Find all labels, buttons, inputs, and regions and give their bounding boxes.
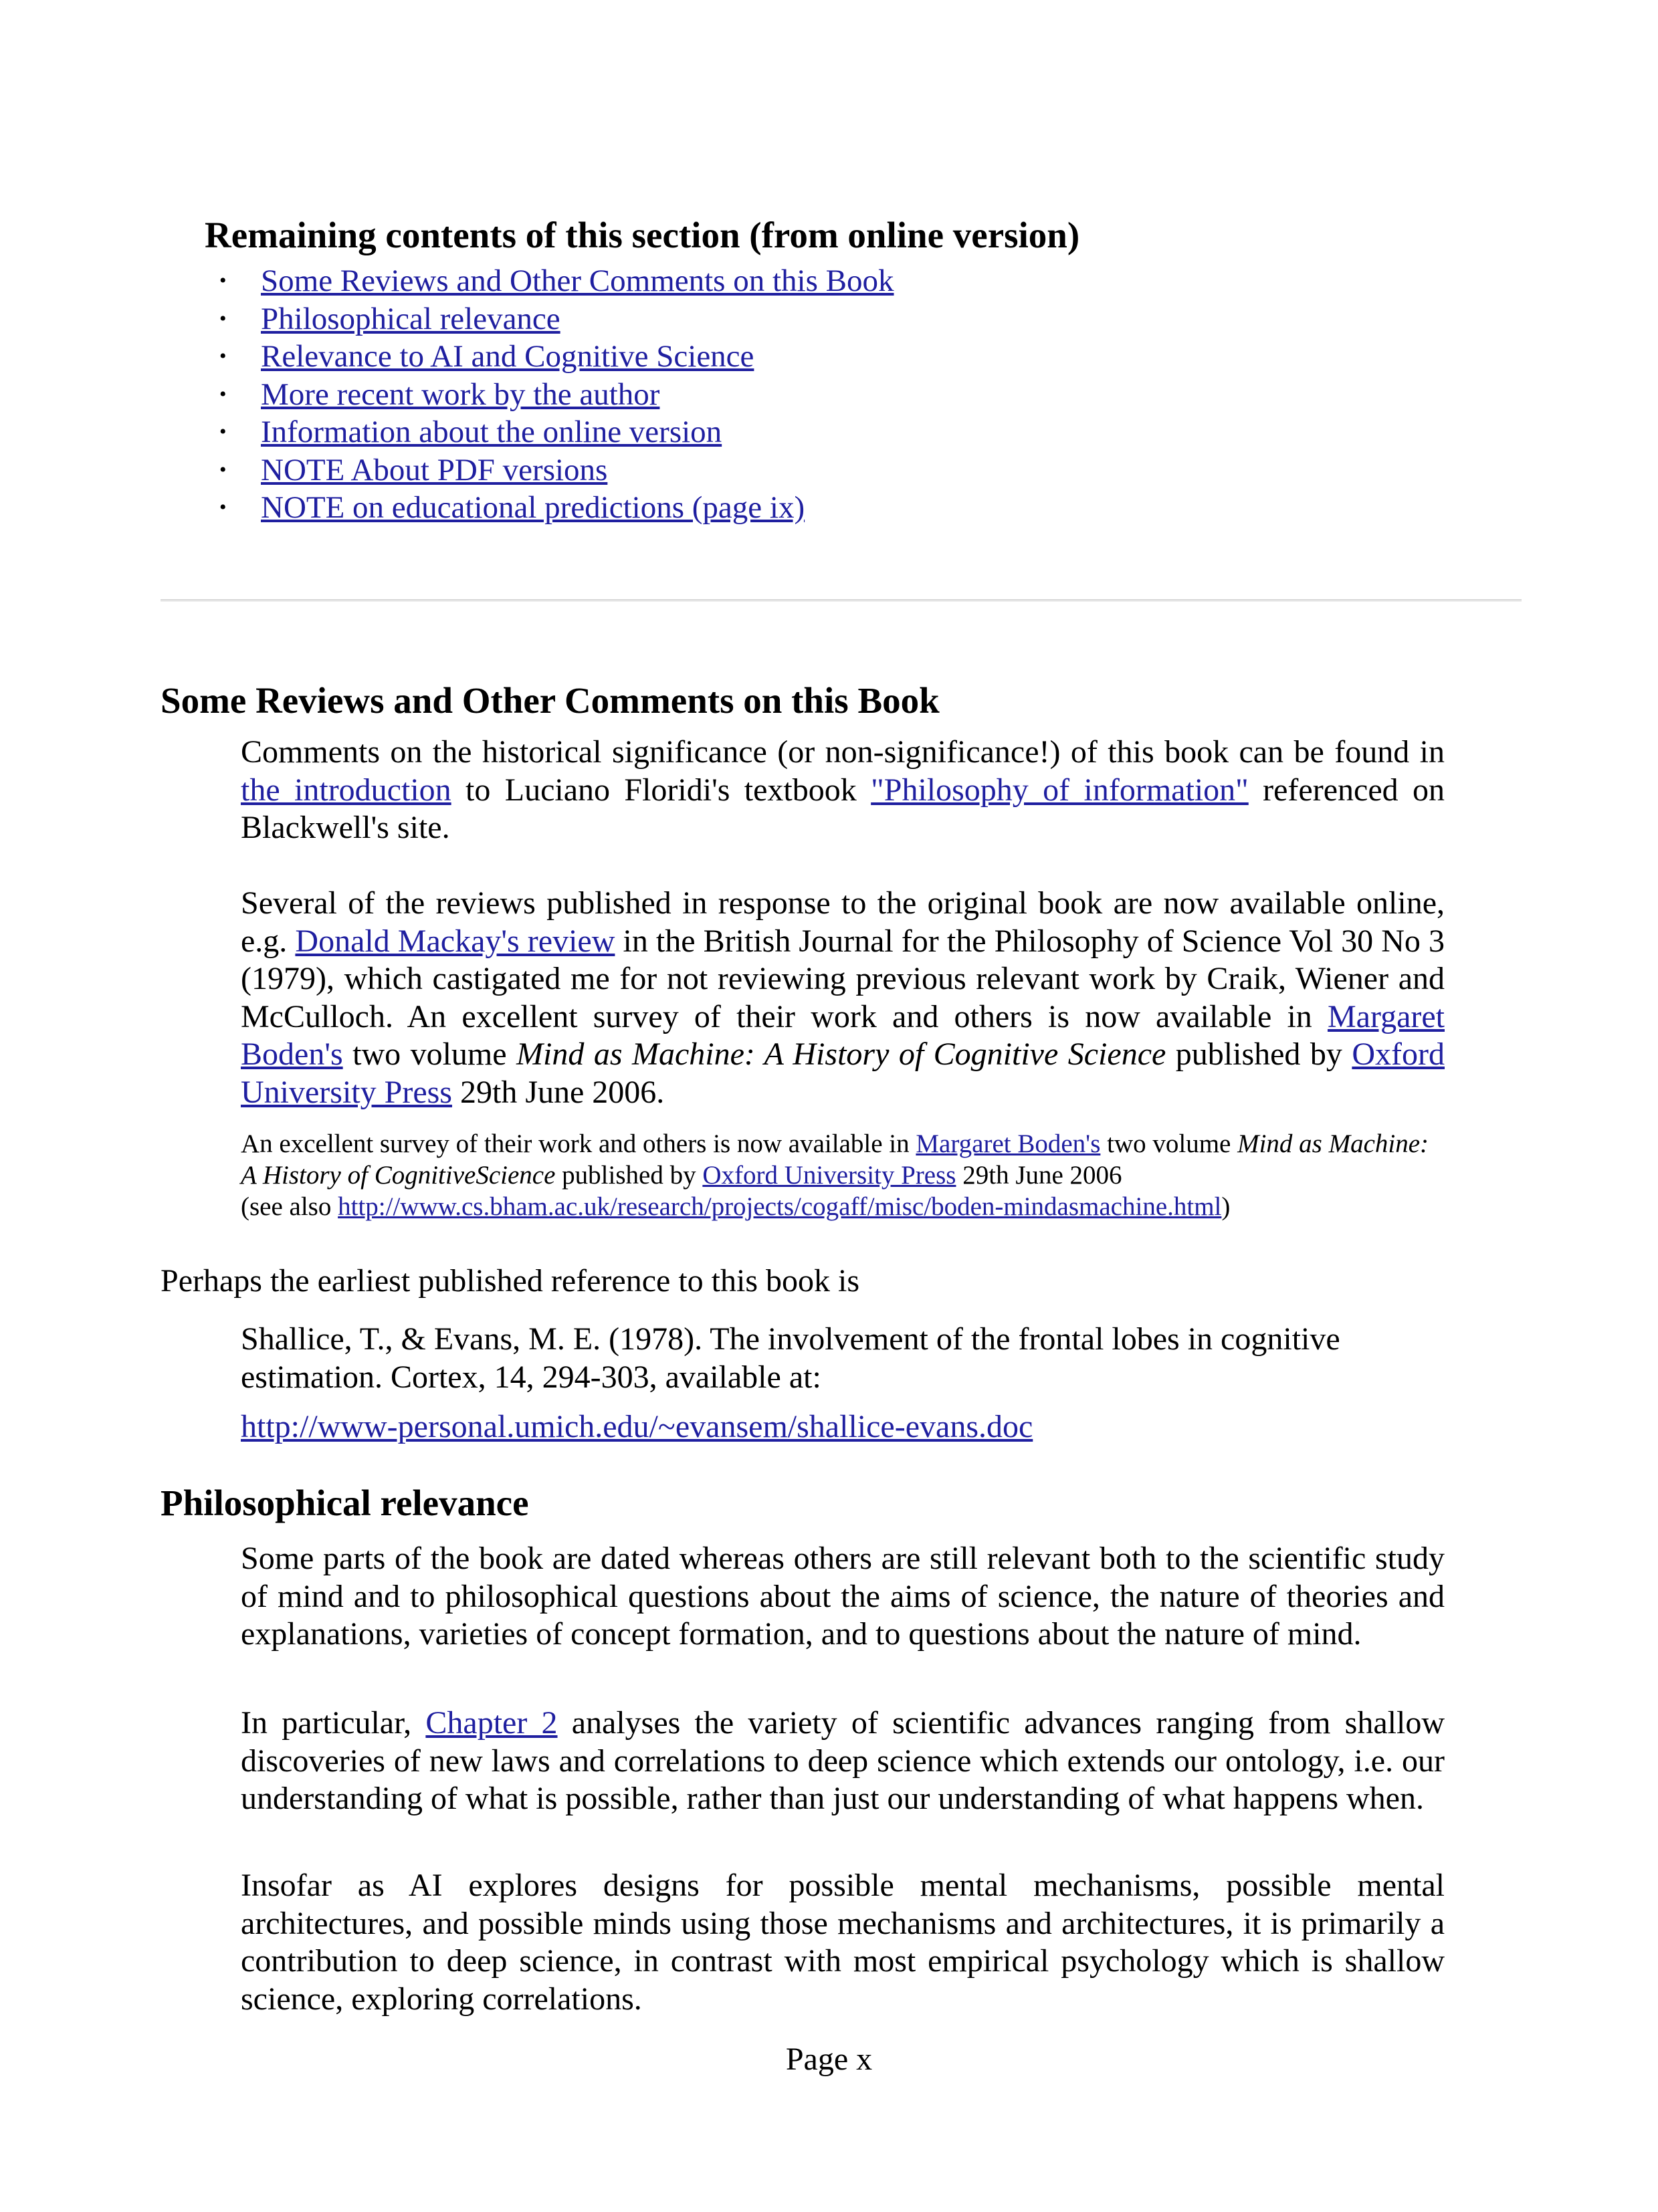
paragraph-text: to Luciano Floridi's textbook	[451, 772, 871, 808]
bullet-icon: •	[219, 458, 227, 481]
paragraph-text: Comments on the historical significance (or non-significance!) of this book can be found in	[241, 734, 1445, 770]
boden-mindasmachine-link[interactable]: http://www.cs.bham.ac.uk/research/projects/cogaff/misc/boden-mindasmachine.html	[338, 1192, 1222, 1221]
paragraph-text: 29th June 2006.	[451, 1074, 665, 1110]
shallice-evans-link[interactable]: http://www-personal.umich.edu/~evansem/shallice-evans.doc	[241, 1409, 1033, 1444]
margaret-boden-link-2[interactable]: Margaret Boden's	[916, 1129, 1101, 1158]
chapter-2-link[interactable]: Chapter 2	[425, 1705, 558, 1741]
paragraph-text: published by	[1166, 1036, 1352, 1073]
toc-item	[217, 338, 894, 376]
shallice-citation: Shallice, T., & Evans, M. E. (1978). The involvement of the frontal lobes in cognitive estimation. Cortex, 14, 294-303, available at:	[241, 1321, 1340, 1395]
philosophy-paragraph-1: Some parts of the book are dated whereas others are still relevant both to the scientific study of mind and to philosophical questions about the aims of science, the nature of theories and explanations, varieties of concept formation, and to questions about the nature of mind.	[241, 1541, 1445, 1652]
paragraph-text: referenced on Blackwell's site.	[241, 772, 1445, 846]
paragraph-text: published by	[555, 1161, 703, 1190]
introduction-link[interactable]: the introduction	[241, 772, 451, 808]
philosophy-paragraph-3: Insofar as AI explores designs for possible mental mechanisms, possible mental architectures, and possible minds using those mechanisms and architectures, it is primarily a contribution to deep science, in contrast with most empirical psychology which is shallow science, exploring correlations.	[241, 1868, 1445, 2017]
book-title: Mind as Machine: A History of Cognitive Science	[516, 1036, 1166, 1073]
toc-link-ai-relevance[interactable]: Relevance to AI and Cognitive Science	[261, 339, 754, 374]
paragraph-text: An excellent survey of their work and others is now available in	[241, 1129, 916, 1158]
oxford-press-link[interactable]: Oxford University Press	[241, 1036, 1445, 1110]
paragraph-text: 29th June 2006	[956, 1161, 1122, 1190]
toc-item	[217, 300, 894, 338]
paragraph-text: analyses the variety of scientific advances ranging from shallow discoveries of new laws and correlations to deep science which extends our ontology, i.e. our understanding of what is possible, rather than just our understanding of what happens when.	[241, 1705, 1445, 1817]
bullet-icon: •	[219, 269, 227, 292]
bullet-icon: •	[219, 382, 227, 405]
toc-link-online-version[interactable]: Information about the online version	[261, 415, 722, 449]
toc-item	[217, 489, 894, 527]
paragraph-text: (see also	[241, 1192, 338, 1221]
bullet-icon: •	[219, 307, 227, 330]
toc-link-reviews[interactable]: Some Reviews and Other Comments on this Book	[261, 263, 894, 298]
toc-link-recent-work[interactable]: More recent work by the author	[261, 376, 660, 412]
citation-link-container	[241, 1408, 1033, 1446]
reviews-paragraph-3	[241, 1128, 1445, 1222]
paragraph-text: two volume	[342, 1036, 517, 1073]
section-heading-philosophical: Philosophical relevance	[161, 1482, 529, 1523]
paragraph-text: In particular,	[241, 1705, 426, 1741]
paragraph-text: in the British Journal for the Philosophy of Science Vol 30 No 3 (1979), which castigated me for not reviewing previous relevant work by Craik, Wiener and McCulloch. An excellent survey of their work and others is now available in	[241, 923, 1445, 1034]
bullet-icon: •	[219, 345, 227, 367]
reviews-paragraph-1	[241, 734, 1445, 847]
toc-list	[217, 262, 894, 527]
reviews-paragraph-2	[241, 885, 1445, 1112]
bullet-icon: •	[219, 496, 227, 518]
toc-link-educational-predictions[interactable]: NOTE on educational predictions (page ix)	[261, 490, 805, 525]
paragraph-text: two volume	[1100, 1129, 1238, 1158]
section-heading-reviews: Some Reviews and Other Comments on this Book	[161, 680, 940, 721]
page-number: Page x	[785, 2041, 873, 2077]
toc-link-pdf-versions[interactable]: NOTE About PDF versions	[261, 452, 608, 487]
toc-item	[217, 376, 894, 414]
toc-item	[217, 413, 894, 451]
oxford-press-link-2[interactable]: Oxford University Press	[702, 1161, 956, 1190]
book-title: Mind as Machine: A History of CognitiveScience	[241, 1129, 1429, 1190]
margaret-boden-link[interactable]: Margaret Boden's	[241, 998, 1445, 1073]
earliest-reference-text: Perhaps the earliest published reference to this book is	[161, 1263, 860, 1299]
philosophy-of-information-link[interactable]: "Philosophy of information"	[871, 772, 1249, 808]
paragraph-text: Several of the reviews published in response to the original book are now available online, e.g.	[241, 885, 1445, 959]
toc-item	[217, 451, 894, 489]
horizontal-divider	[161, 599, 1522, 602]
paragraph-text: )	[1221, 1192, 1231, 1221]
toc-item	[217, 262, 894, 300]
bullet-icon: •	[219, 421, 227, 443]
toc-title: Remaining contents of this section (from online version)	[205, 215, 1080, 255]
mackay-review-link[interactable]: Donald Mackay's review	[295, 923, 615, 959]
toc-link-philosophical[interactable]: Philosophical relevance	[261, 301, 560, 336]
philosophy-paragraph-2	[241, 1704, 1445, 1818]
